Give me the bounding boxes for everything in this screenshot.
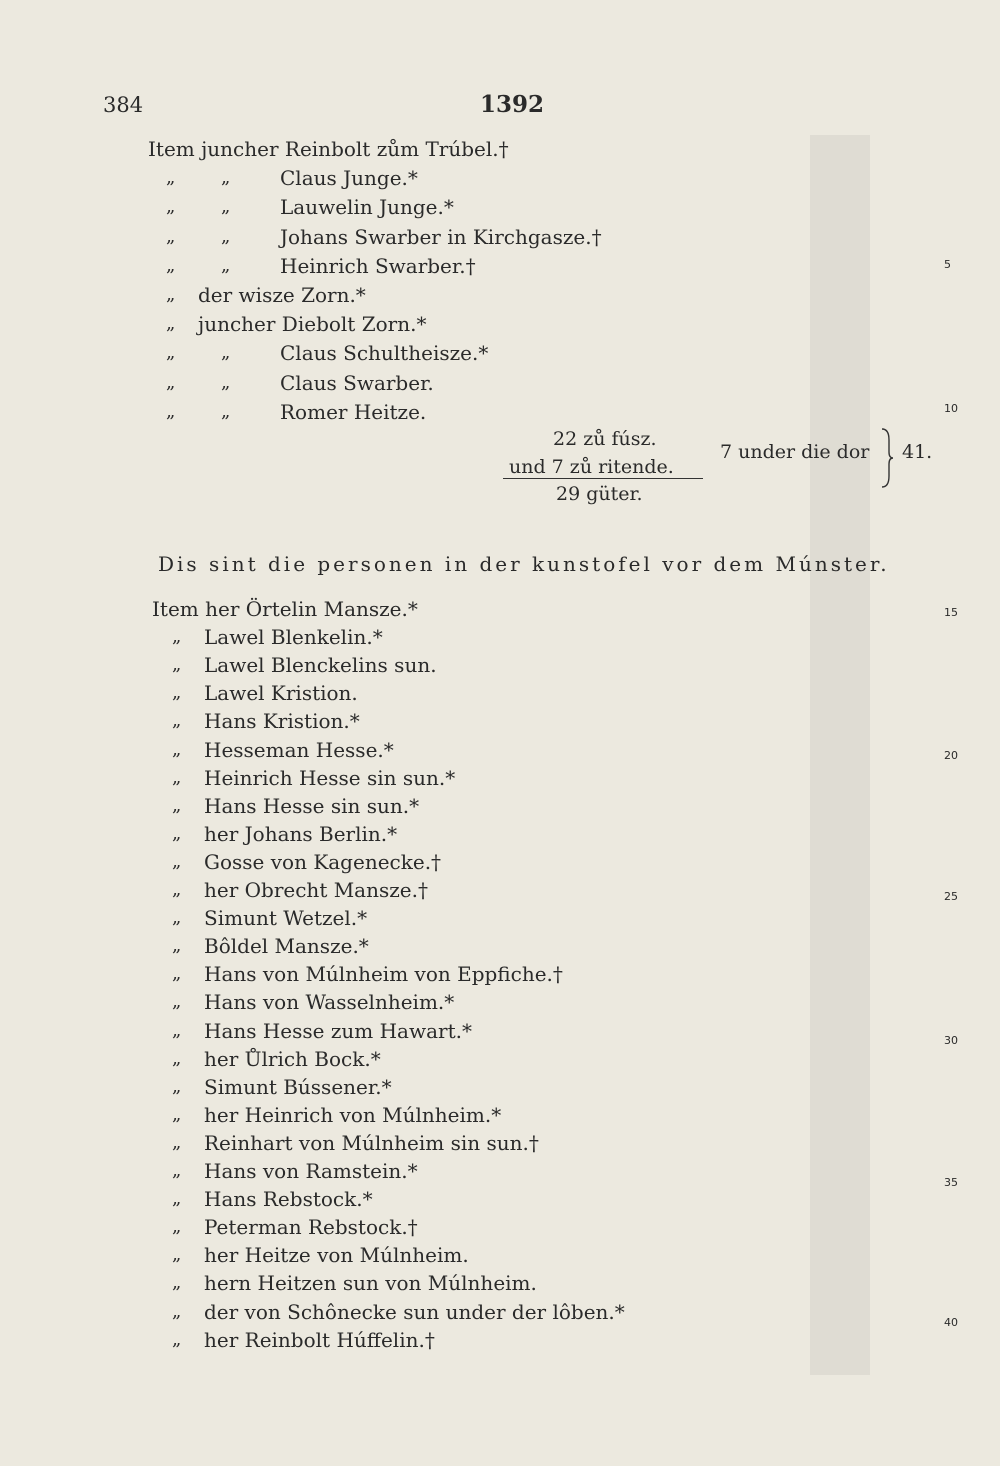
name-entry: Hans von Ramstein.* (204, 1159, 418, 1183)
ditto-mark: „ (172, 1244, 182, 1266)
margin-line-number: 10 (944, 402, 958, 415)
ditto-mark: „ (172, 879, 182, 900)
ditto-mark: „ (166, 313, 176, 335)
name-entry: Hans von Wasselnheim.* (204, 990, 455, 1015)
margin-line-number: 35 (944, 1176, 958, 1189)
ditto-mark: „ (172, 1188, 182, 1210)
name-entry: Hesseman Hesse.* (204, 737, 394, 762)
name-entry: Hans Hesse sin sun.* (204, 793, 420, 818)
summary-total: 29 güter. (556, 483, 643, 505)
name-entry: Reinhart von Múlnheim sin sun.† (204, 1130, 539, 1155)
section-heading: Dis sint die personen in der kunstofel vor dem Múnster. (158, 552, 890, 576)
ditto-mark: „ „ (166, 225, 231, 247)
ditto-mark: „ (172, 654, 182, 676)
name-entry: Hans Rebstock.* (204, 1187, 373, 1212)
name-entry: der wisze Zorn.* (198, 283, 366, 307)
ditto-mark: „ (172, 626, 182, 648)
ditto-mark: „ (172, 1047, 182, 1069)
ditto-mark: „ (172, 1075, 182, 1097)
summary-riding: und 7 zů ritende. (509, 456, 674, 478)
name-entry: der von Schônecke sun under der lôben.* (204, 1299, 625, 1324)
name-entry: Lauwelin Junge.* (280, 195, 454, 220)
name-entry: Hans Hesse zum Hawart.* (204, 1018, 472, 1043)
name-entry: Simunt Bússener.* (204, 1074, 392, 1099)
ditto-mark: „ (172, 1160, 182, 1181)
margin-line-number: 30 (944, 1034, 958, 1047)
ditto-mark: „ (172, 963, 182, 985)
name-entry: Johans Swarber in Kirchgasze.† (280, 224, 602, 249)
ditto-mark: „ „ (166, 167, 231, 189)
name-entry: Hans Kristion.* (204, 709, 360, 734)
ditto-mark: „ (172, 1272, 182, 1294)
margin-line-number: 40 (944, 1316, 958, 1329)
name-entry: Gosse von Kagenecke.† (204, 849, 442, 874)
ditto-mark: „ (172, 1216, 182, 1238)
page-year-header: 1392 (480, 91, 545, 118)
ditto-mark: „ (172, 1300, 182, 1322)
ditto-mark: „ (172, 1019, 182, 1041)
name-entry: Claus Junge.* (280, 166, 418, 191)
name-entry: Heinrich Swarber.† (280, 253, 476, 278)
summary-foot: 22 zů fúsz. (553, 428, 657, 450)
name-entry: her Obrecht Mansze.† (204, 878, 428, 902)
name-entry: her Heitze von Múlnheim. (204, 1243, 469, 1268)
margin-line-number: 20 (944, 749, 958, 762)
name-entry: Peterman Rebstock.† (204, 1215, 418, 1240)
ditto-mark: „ (172, 1103, 182, 1125)
name-entry: Bôldel Mansze.* (204, 934, 369, 959)
ditto-mark: „ (172, 738, 182, 760)
ditto-mark: „ (166, 284, 176, 305)
name-entry: Lawel Blenkelin.* (204, 625, 383, 650)
ditto-mark: „ (172, 1328, 182, 1350)
name-entry: Lawel Kristion. (204, 681, 358, 706)
name-entry: her Ůlrich Bock.* (204, 1046, 381, 1071)
name-entry: Claus Swarber. (280, 370, 434, 395)
name-entry: Hans von Múlnheim von Eppfiche.† (204, 962, 563, 987)
name-entry: hern Heitzen sun von Múlnheim. (204, 1271, 537, 1296)
ditto-mark: „ „ (166, 254, 231, 276)
summary-grand-total: 41. (902, 441, 933, 463)
name-entry: Item juncher Reinbolt zům Trúbel.† (148, 137, 509, 161)
ditto-mark: „ (172, 822, 182, 844)
name-entry: juncher Diebolt Zorn.* (198, 312, 427, 337)
margin-line-number: 5 (944, 258, 951, 271)
ditto-mark: „ (172, 710, 182, 732)
name-entry: Lawel Blenckelins sun. (204, 653, 437, 678)
ditto-mark: „ (172, 907, 182, 929)
name-entry: her Heinrich von Múlnheim.* (204, 1102, 502, 1127)
name-entry: her Johans Berlin.* (204, 821, 398, 846)
summary-under-door: 7 under die dor (720, 441, 870, 463)
right-brace-icon (880, 428, 894, 488)
ditto-mark: „ (172, 766, 182, 788)
name-entry: Simunt Wetzel.* (204, 906, 368, 931)
page-number: 384 (103, 93, 144, 117)
ditto-mark: „ „ (166, 196, 231, 218)
ditto-mark: „ (172, 935, 182, 957)
ditto-mark: „ „ (166, 342, 231, 364)
name-entry: her Reinbolt Húffelin.† (204, 1327, 435, 1352)
bleed-through-marks (810, 135, 890, 1375)
ditto-mark: „ (172, 850, 182, 872)
ditto-mark: „ „ (166, 400, 231, 422)
name-entry: Claus Schultheisze.* (280, 341, 489, 366)
ditto-mark: „ (172, 682, 182, 704)
ditto-mark: „ (172, 1131, 182, 1153)
ditto-mark: „ „ (166, 371, 231, 393)
summary-rule (503, 478, 703, 479)
ditto-mark: „ (172, 991, 182, 1013)
ditto-mark: „ (172, 794, 182, 816)
name-entry: Item her Örtelin Mansze.* (152, 597, 418, 621)
name-entry: Heinrich Hesse sin sun.* (204, 765, 456, 790)
margin-line-number: 25 (944, 890, 958, 903)
margin-line-number: 15 (944, 606, 958, 619)
name-entry: Romer Heitze. (280, 399, 427, 424)
